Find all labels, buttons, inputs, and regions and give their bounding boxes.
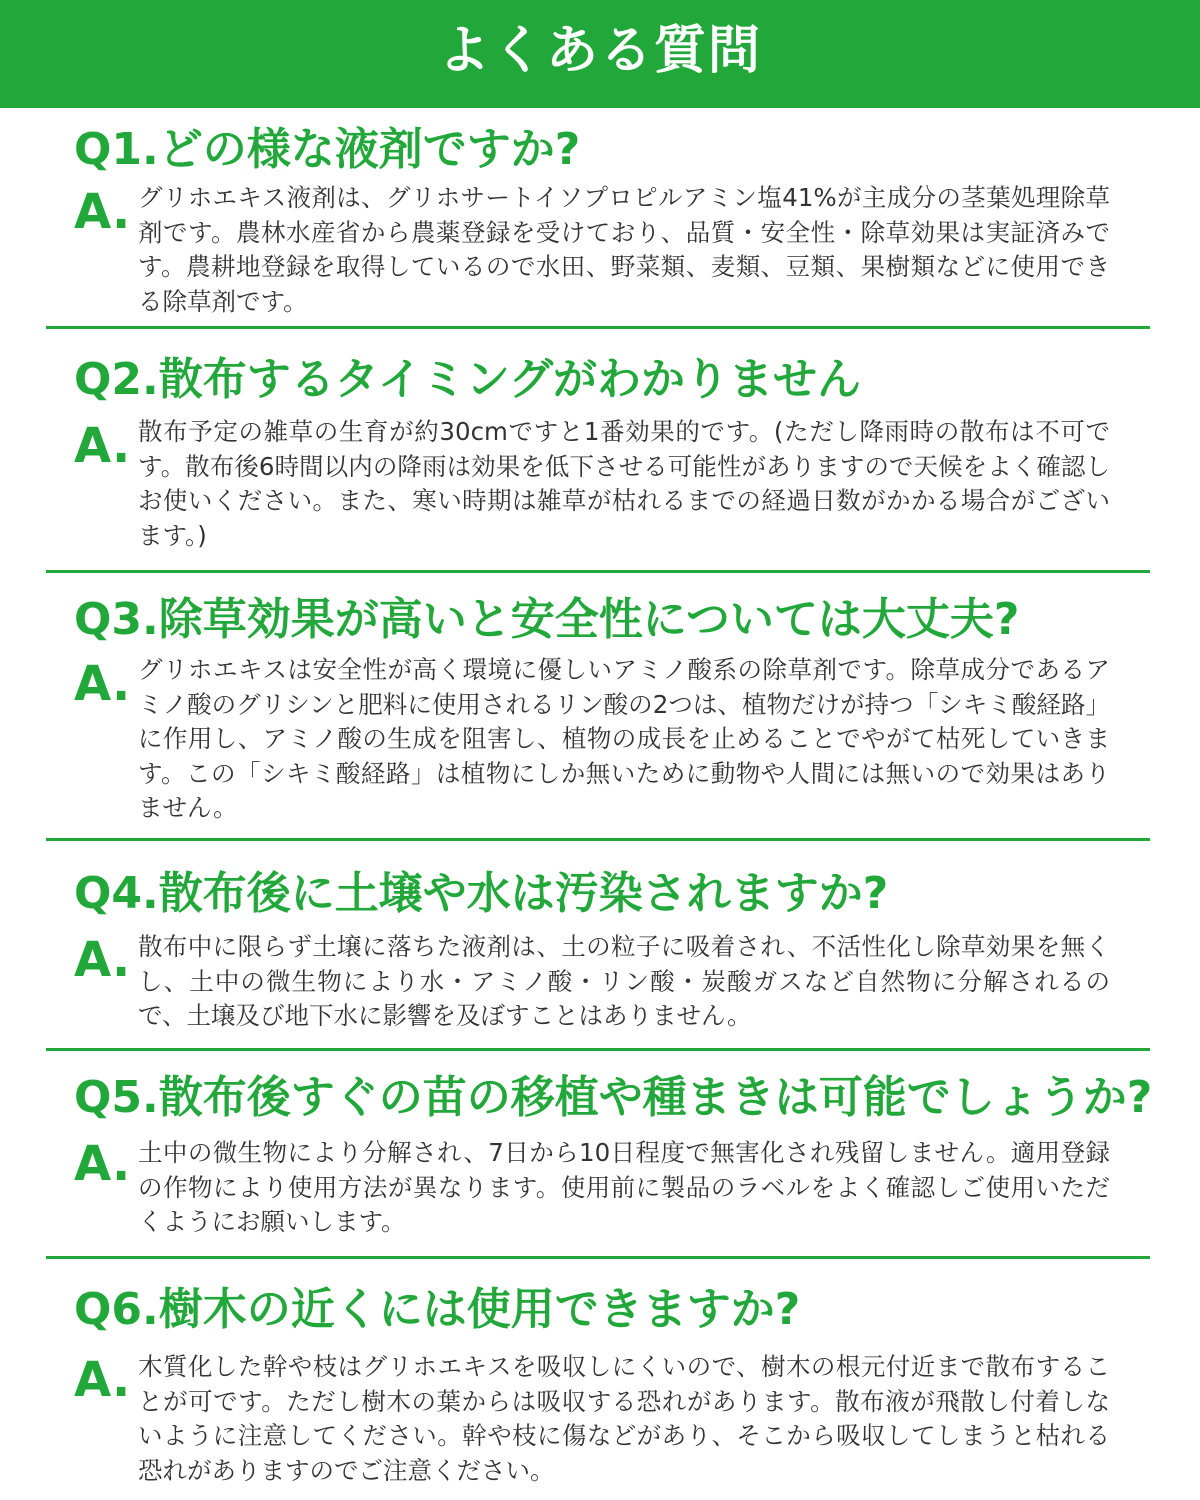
faq-answer-mark: A. (74, 184, 131, 240)
faq-answer: 散布予定の雑草の生育が約30cmですと1番効果的です。(ただし降雨時の散布は不可です。散布後6時間以内の降雨は効果を低下させる可能性がありますので天候をよく確認しお使いください。また、寒い時期は雑草が枯れるまでの経過日数がかかる場合がございます。) (138, 417, 1110, 550)
faq-question: Q1.どの様な液剤ですか? (74, 124, 581, 175)
faq-answer-mark: A. (74, 1136, 131, 1192)
faq-answer: 散布中に限らず土壌に落ちた液剤は、土の粒子に吸着され、不活性化し除草効果を無くし、土中の微生物により水・アミノ酸・リン酸・炭酸ガスなど自然物に分解されるので、土壌及び地下水に影響を及ぼすことはありません。 (138, 932, 1110, 1030)
faq-answer: グリホエキス液剤は、グリホサートイソプロピルアミン塩41%が主成分の茎葉処理除草剤です。農林水産省から農薬登録を受けており、品質・安全性・除草効果は実証済みです。農耕地登録を取得しているので水田、野菜類、麦類、豆類、果樹類などに使用できる除草剤です。 (138, 183, 1110, 316)
faq-answer-mark: A. (74, 418, 131, 474)
header-banner (0, 0, 1200, 108)
faq-question: Q3.除草効果が高いと安全性については大丈夫? (74, 594, 1020, 645)
faq-answer: 土中の微生物により分解され、7日から10日程度で無害化され残留しません。適用登録の作物により使用方法が異なります。使用前に製品のラベルをよく確認しご使用いただくようにお願いします。 (138, 1138, 1110, 1236)
divider (46, 570, 1150, 573)
faq-answer-mark: A. (74, 1352, 131, 1408)
faq-question: Q6.樹木の近くには使用できますか? (74, 1284, 801, 1335)
faq-answer: グリホエキスは安全性が高く環境に優しいアミノ酸系の除草剤です。除草成分であるアミノ酸のグリシンと肥料に使用されるリン酸の2つは、植物だけが持つ「シキミ酸経路」に作用し、アミノ酸の生成を阻害し、植物の成長を止めることでやがて枯死していきます。この「シキミ酸経路」は植物にしか無いために動物や人間には無いので効果はありません。 (138, 655, 1110, 822)
faq-question: Q2.散布するタイミングがわかりません (74, 354, 861, 405)
faq-answer-mark: A. (74, 932, 131, 988)
divider (46, 838, 1150, 841)
faq-answer-mark: A. (74, 656, 131, 712)
page-title: よくある質問 (437, 21, 762, 81)
faq-question: Q5.散布後すぐの苗の移植や種まきは可能でしょうか? (74, 1072, 1153, 1123)
divider (46, 1048, 1150, 1051)
divider (46, 1256, 1150, 1259)
faq-question: Q4.散布後に土壌や水は汚染されますか? (74, 868, 889, 919)
divider (46, 326, 1150, 329)
faq-answer: 木質化した幹や枝はグリホエキスを吸収しにくいので、樹木の根元付近まで散布することが可です。ただし樹木の葉からは吸収する恐れがあります。散布液が飛散し付着しないように注意してください。幹や枝に傷などがあり、そこから吸収してしまうと枯れる恐れがありますのでご注意ください。 (138, 1352, 1110, 1485)
